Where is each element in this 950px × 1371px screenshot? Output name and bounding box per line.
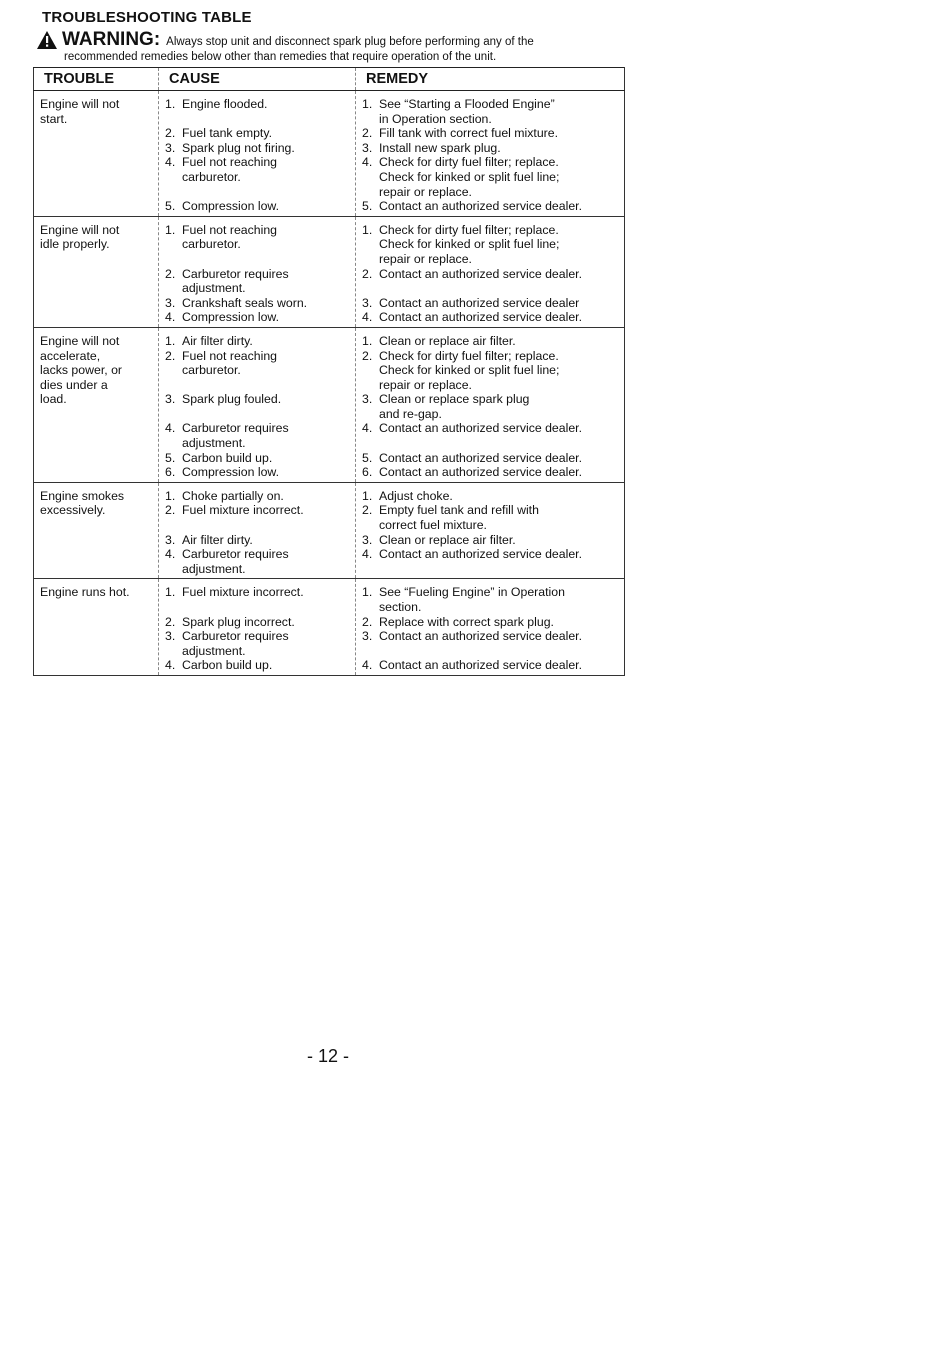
cause-line: Spark plug fouled.: [182, 392, 282, 407]
cause-item: [165, 155, 351, 184]
cause-text: [182, 489, 351, 504]
cause-line: Choke partially on.: [182, 488, 284, 503]
remedy-line: Contact an authorized service dealer.: [379, 421, 583, 436]
remedy-text: [379, 465, 620, 480]
remedy-item: [362, 585, 620, 614]
remedy-line: correct fuel mixture.: [379, 518, 487, 533]
remedy-item: [362, 97, 620, 126]
cause-item: [165, 421, 351, 450]
cause-number: 1.: [165, 333, 176, 348]
cause-number: 3.: [165, 392, 176, 407]
trouble-text: Engine will not: [40, 222, 120, 237]
remedy-number: 1.: [362, 585, 373, 600]
warning-triangle-icon: [36, 30, 58, 50]
remedy-cell: [356, 327, 625, 482]
cause-line: adjustment.: [182, 561, 246, 576]
cause-line: Fuel mixture incorrect.: [182, 585, 304, 600]
remedy-line: Contact an authorized service dealer.: [379, 465, 583, 480]
remedy-line: repair or replace.: [379, 184, 472, 199]
cause-text: [182, 155, 351, 184]
cause-line: adjustment.: [182, 436, 246, 451]
remedy-line: See “Starting a Flooded Engine”: [379, 97, 555, 111]
cause-item: [165, 585, 351, 600]
table-row: [34, 216, 625, 327]
remedy-number: 4.: [362, 155, 373, 170]
remedy-item: [362, 465, 620, 480]
cause-number: 4.: [165, 658, 176, 673]
cause-cell: [159, 579, 356, 676]
remedy-text: [379, 199, 620, 214]
cause-number: 1.: [165, 97, 176, 111]
cause-number: 1.: [165, 585, 176, 600]
cause-item: [165, 658, 351, 673]
remedy-line: Contact an authorized service dealer.: [379, 547, 583, 562]
cause-item: [165, 503, 351, 518]
header-cause: CAUSE: [159, 68, 356, 91]
remedy-line: Contact an authorized service dealer.: [379, 310, 583, 325]
cause-item: [165, 141, 351, 156]
cause-text: [182, 421, 351, 450]
remedy-line: in Operation section.: [379, 111, 492, 126]
remedy-text: [379, 97, 620, 126]
cause-item: [165, 296, 351, 311]
cause-number: 2.: [165, 126, 176, 141]
warning-header: [36, 30, 534, 50]
cause-item: [165, 199, 351, 214]
cause-line: Air filter dirty.: [182, 333, 253, 348]
cause-line: carburetor.: [182, 237, 241, 252]
remedy-item: [362, 451, 620, 466]
cause-text: [182, 141, 351, 156]
page-title: TROUBLESHOOTING TABLE: [42, 9, 252, 26]
remedy-item: [362, 334, 620, 349]
remedy-number: 1.: [362, 222, 373, 237]
remedy-item: [362, 503, 620, 532]
cause-item: [165, 489, 351, 504]
cause-item: [165, 310, 351, 325]
table-row: [34, 579, 625, 676]
trouble-text: start.: [40, 111, 68, 126]
remedy-number: 5.: [362, 450, 373, 465]
trouble-text: dies under a: [40, 377, 108, 392]
cause-text: [182, 334, 351, 349]
remedy-text: [379, 310, 620, 325]
trouble-text: Engine will not: [40, 97, 120, 111]
cause-number: 5.: [165, 450, 176, 465]
cause-text: [182, 223, 351, 252]
cause-text: [182, 451, 351, 466]
cause-number: 4.: [165, 155, 176, 170]
remedy-text: [379, 547, 620, 562]
page-number: - 12 -: [307, 1046, 350, 1066]
remedy-line: Contact an authorized service dealer: [379, 295, 580, 310]
remedy-text: [379, 349, 620, 393]
trouble-cell: [34, 579, 159, 676]
remedy-number: 2.: [362, 503, 373, 518]
remedy-item: [362, 658, 620, 673]
remedy-number: 4.: [362, 421, 373, 436]
remedy-line: Empty fuel tank and refill with: [379, 503, 539, 518]
cause-cell: [159, 216, 356, 327]
cause-cell: [159, 482, 356, 579]
cause-line: Fuel not reaching: [182, 155, 278, 170]
cause-line: Fuel not reaching: [182, 222, 278, 237]
cause-text: [182, 267, 351, 296]
cause-line: carburetor.: [182, 363, 241, 378]
remedy-number: 1.: [362, 488, 373, 503]
remedy-item: [362, 310, 620, 325]
remedy-line: Contact an authorized service dealer.: [379, 450, 583, 465]
cause-number: 3.: [165, 532, 176, 547]
cause-item: [165, 615, 351, 630]
remedy-text: [379, 296, 620, 311]
cause-text: [182, 126, 351, 141]
trouble-text: lacks power, or: [40, 363, 123, 378]
remedy-line: Fill tank with correct fuel mixture.: [379, 126, 559, 141]
remedy-number: 4.: [362, 310, 373, 325]
cause-number: 4.: [165, 310, 176, 325]
cause-text: [182, 199, 351, 214]
remedy-number: 1.: [362, 97, 373, 111]
remedy-line: See “Fueling Engine” in Operation: [379, 585, 565, 600]
remedy-text: [379, 533, 620, 548]
trouble-text: excessively.: [40, 503, 106, 518]
cause-line: Spark plug incorrect.: [182, 614, 295, 629]
cause-line: carburetor.: [182, 169, 241, 184]
remedy-text: [379, 223, 620, 267]
remedy-line: Contact an authorized service dealer.: [379, 266, 583, 281]
cause-line: Carbon build up.: [182, 658, 273, 673]
table-body: [34, 91, 625, 676]
remedy-text: [379, 615, 620, 630]
remedy-line: Check for kinked or split fuel line;: [379, 169, 560, 184]
header-trouble: TROUBLE: [34, 68, 159, 91]
remedy-line: Check for dirty fuel filter; replace.: [379, 222, 559, 237]
remedy-text: [379, 658, 620, 673]
remedy-item: [362, 155, 620, 199]
cause-line: Crankshaft seals worn.: [182, 295, 308, 310]
cause-text: [182, 585, 351, 600]
remedy-line: Contact an authorized service dealer.: [379, 199, 583, 214]
cause-line: adjustment.: [182, 643, 246, 658]
remedy-number: 6.: [362, 465, 373, 480]
cause-text: [182, 615, 351, 630]
warning-label: WARNING:: [62, 29, 161, 50]
remedy-item: [362, 267, 620, 282]
remedy-line: Adjust choke.: [379, 488, 453, 503]
cause-text: [182, 349, 351, 378]
cause-line: Carburetor requires: [182, 266, 289, 281]
remedy-line: Check for kinked or split fuel line;: [379, 237, 560, 252]
remedy-number: 3.: [362, 140, 373, 155]
cause-text: [182, 97, 351, 112]
cause-line: Compression low.: [182, 310, 280, 325]
remedy-item: [362, 489, 620, 504]
cause-line: Carburetor requires: [182, 629, 289, 644]
remedy-number: 2.: [362, 614, 373, 629]
trouble-text: idle properly.: [40, 237, 110, 252]
remedy-text: [379, 629, 620, 644]
remedy-line: repair or replace.: [379, 251, 472, 266]
cause-number: 4.: [165, 547, 176, 562]
remedy-item: [362, 392, 620, 421]
remedy-line: repair or replace.: [379, 377, 472, 392]
cause-item: [165, 223, 351, 252]
remedy-text: [379, 421, 620, 436]
cause-item: [165, 547, 351, 576]
cause-text: [182, 392, 351, 407]
remedy-text: [379, 451, 620, 466]
remedy-line: section.: [379, 600, 422, 614]
remedy-number: 4.: [362, 547, 373, 562]
cause-line: Carbon build up.: [182, 450, 273, 465]
cause-number: 1.: [165, 222, 176, 237]
cause-text: [182, 296, 351, 311]
table-header-row: [34, 68, 625, 91]
remedy-number: 2.: [362, 348, 373, 363]
cause-line: Spark plug not firing.: [182, 140, 295, 155]
remedy-line: Replace with correct spark plug.: [379, 614, 554, 629]
cause-item: [165, 629, 351, 658]
trouble-text: Engine smokes: [40, 488, 125, 503]
cause-item: [165, 392, 351, 407]
remedy-line: Install new spark plug.: [379, 140, 501, 155]
remedy-item: [362, 629, 620, 644]
cause-line: Engine flooded.: [182, 97, 268, 111]
remedy-number: 4.: [362, 658, 373, 673]
cause-line: Carburetor requires: [182, 547, 289, 562]
trouble-text: Engine will not: [40, 333, 120, 348]
cause-number: 3.: [165, 295, 176, 310]
cause-text: [182, 310, 351, 325]
table-row: [34, 91, 625, 217]
cause-item: [165, 334, 351, 349]
cause-number: 4.: [165, 421, 176, 436]
cause-line: Carburetor requires: [182, 421, 289, 436]
remedy-text: [379, 489, 620, 504]
remedy-item: [362, 615, 620, 630]
remedy-line: Check for dirty fuel filter; replace.: [379, 348, 559, 363]
cause-text: [182, 533, 351, 548]
remedy-item: [362, 349, 620, 393]
remedy-item: [362, 223, 620, 267]
remedy-text: [379, 155, 620, 199]
remedy-line: Clean or replace air filter.: [379, 333, 516, 348]
remedy-number: 3.: [362, 532, 373, 547]
remedy-text: [379, 267, 620, 282]
remedy-item: [362, 547, 620, 562]
remedy-cell: [356, 216, 625, 327]
trouble-text: Engine runs hot.: [40, 585, 130, 600]
troubleshooting-table: [33, 67, 625, 676]
trouble-cell: [34, 482, 159, 579]
trouble-text: accelerate,: [40, 348, 101, 363]
cause-number: 3.: [165, 140, 176, 155]
cause-item: [165, 267, 351, 296]
remedy-item: [362, 141, 620, 156]
remedy-line: Clean or replace spark plug: [379, 392, 530, 407]
cause-number: 5.: [165, 199, 176, 214]
remedy-text: [379, 392, 620, 421]
cause-text: [182, 503, 351, 518]
cause-text: [182, 465, 351, 480]
remedy-line: Check for kinked or split fuel line;: [379, 363, 560, 378]
cause-line: Fuel tank empty.: [182, 126, 272, 141]
remedy-item: [362, 533, 620, 548]
cause-text: [182, 629, 351, 658]
table-row: [34, 482, 625, 579]
remedy-text: [379, 585, 620, 614]
remedy-item: [362, 126, 620, 141]
remedy-number: 2.: [362, 266, 373, 281]
remedy-number: 3.: [362, 392, 373, 407]
cause-item: [165, 349, 351, 378]
remedy-cell: [356, 579, 625, 676]
trouble-cell: [34, 327, 159, 482]
header-remedy: REMEDY: [356, 68, 625, 91]
remedy-line: and re-gap.: [379, 406, 442, 421]
trouble-cell: [34, 216, 159, 327]
cause-item: [165, 97, 351, 112]
table-row: [34, 327, 625, 482]
remedy-item: [362, 199, 620, 214]
remedy-line: Clean or replace air filter.: [379, 532, 516, 547]
warning-text-line2: recommended remedies below other than remedies that require operation of the unit.: [64, 51, 497, 63]
cause-item: [165, 126, 351, 141]
trouble-text: load.: [40, 392, 67, 407]
trouble-cell: [34, 91, 159, 217]
cause-line: Compression low.: [182, 465, 280, 480]
cause-number: 2.: [165, 266, 176, 281]
cause-line: Fuel mixture incorrect.: [182, 503, 304, 518]
remedy-number: 2.: [362, 126, 373, 141]
remedy-line: Contact an authorized service dealer.: [379, 629, 583, 644]
cause-item: [165, 533, 351, 548]
cause-cell: [159, 327, 356, 482]
remedy-number: 3.: [362, 295, 373, 310]
warning-text-line1: Always stop unit and disconnect spark plug before performing any of the: [166, 36, 534, 48]
cause-number: 1.: [165, 488, 176, 503]
cause-item: [165, 451, 351, 466]
remedy-number: 1.: [362, 333, 373, 348]
cause-number: 2.: [165, 348, 176, 363]
cause-number: 2.: [165, 503, 176, 518]
cause-text: [182, 658, 351, 673]
cause-number: 3.: [165, 629, 176, 644]
cause-number: 6.: [165, 465, 176, 480]
remedy-item: [362, 296, 620, 311]
remedy-item: [362, 421, 620, 436]
remedy-number: 5.: [362, 199, 373, 214]
remedy-line: Contact an authorized service dealer.: [379, 658, 583, 673]
cause-cell: [159, 91, 356, 217]
remedy-text: [379, 334, 620, 349]
cause-line: Fuel not reaching: [182, 348, 278, 363]
cause-line: Compression low.: [182, 199, 280, 214]
cause-line: adjustment.: [182, 281, 246, 296]
remedy-text: [379, 141, 620, 156]
cause-number: 2.: [165, 614, 176, 629]
remedy-cell: [356, 91, 625, 217]
remedy-text: [379, 126, 620, 141]
remedy-line: Check for dirty fuel filter; replace.: [379, 155, 559, 170]
cause-line: Air filter dirty.: [182, 532, 253, 547]
remedy-number: 3.: [362, 629, 373, 644]
cause-item: [165, 465, 351, 480]
cause-text: [182, 547, 351, 576]
remedy-text: [379, 503, 620, 532]
remedy-cell: [356, 482, 625, 579]
